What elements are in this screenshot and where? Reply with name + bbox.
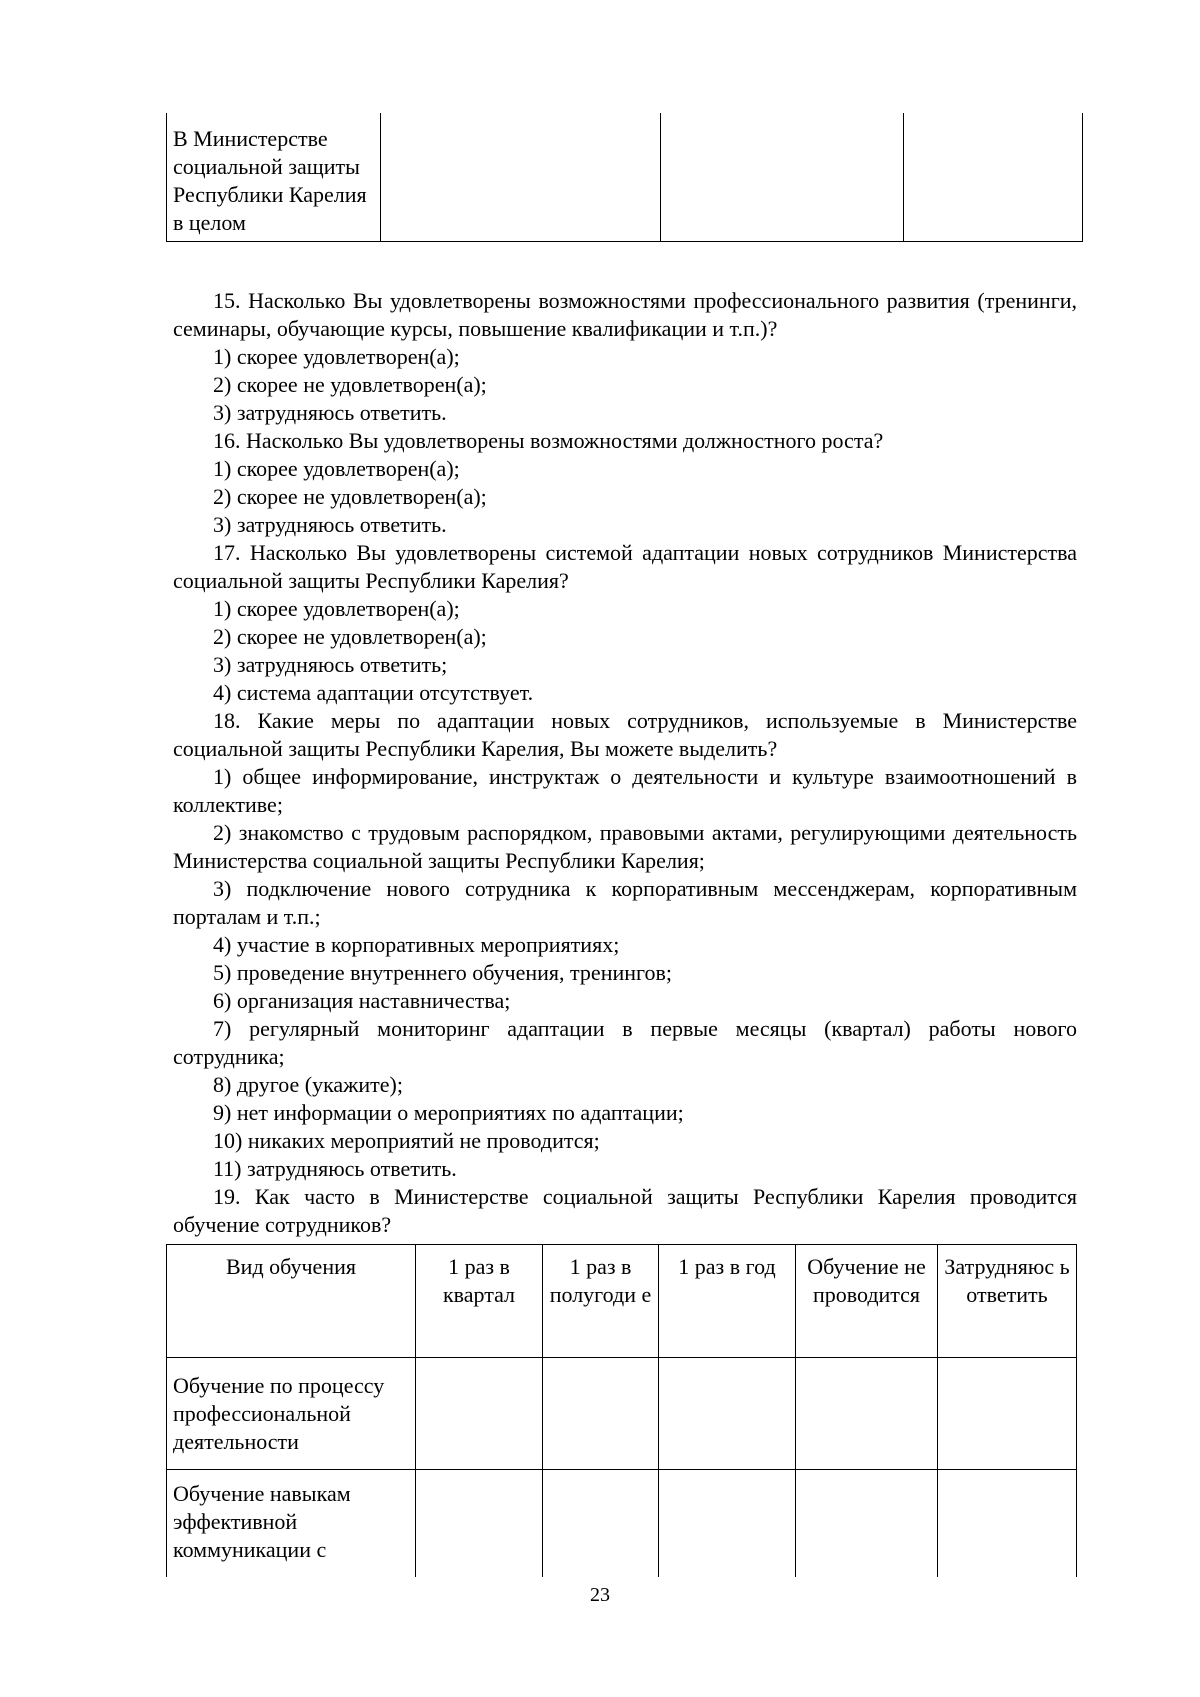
option: 2) знакомство с трудовым распорядком, правовыми актами, регулирующими деятельность Министерства социальной защиты Республики Карелия; xyxy=(173,820,1077,873)
option: 11) затрудняюсь ответить. xyxy=(213,1156,457,1181)
question-19: 19. Как часто в Министерстве социальной защиты Республики Карелия проводится обучение сотрудников? xyxy=(173,1184,1077,1237)
option: 8) другое (укажите); xyxy=(213,1072,403,1097)
questionnaire-text xyxy=(173,287,1077,1239)
option: 1) скорее удовлетворен(а); xyxy=(213,596,460,621)
option: 1) общее информирование, инструктаж о деятельности и культуре взаимоотношений в коллективе; xyxy=(173,764,1077,817)
table-cell xyxy=(661,113,904,242)
option: 3) подключение нового сотрудника к корпоративным мессенджерам, корпоративным порталам и т.п.; xyxy=(173,876,1077,929)
option: 4) система адаптации отсутствует. xyxy=(213,680,534,705)
column-header: 1 раз в полугоди е xyxy=(543,1245,659,1358)
table-cell xyxy=(938,1358,1077,1470)
table-row xyxy=(167,113,1083,242)
table-cell xyxy=(543,1358,659,1470)
option: 4) участие в корпоративных мероприятиях; xyxy=(213,932,620,957)
table-cell xyxy=(796,1470,938,1578)
table-cell xyxy=(796,1358,938,1470)
table-cell xyxy=(659,1470,796,1578)
option: 1) скорее удовлетворен(а); xyxy=(213,344,460,369)
question-15: 15. Насколько Вы удовлетворены возможностями профессионального развития (тренинги, семинары, обучающие курсы, повышение квалификации и т.п.)? xyxy=(173,288,1077,341)
column-header: 1 раз в квартал xyxy=(416,1245,543,1358)
table-cell xyxy=(659,1358,796,1470)
training-frequency-table xyxy=(166,1244,1077,1577)
question-16: 16. Насколько Вы удовлетворены возможностями должностного роста? xyxy=(213,428,884,453)
continued-table xyxy=(166,113,1083,242)
option: 9) нет информации о мероприятиях по адаптации; xyxy=(213,1100,684,1125)
column-header: 1 раз в год xyxy=(659,1245,796,1358)
column-header: Обучение не проводится xyxy=(796,1245,938,1358)
page-number: 23 xyxy=(590,1584,610,1606)
option: 6) организация наставничества; xyxy=(213,988,511,1013)
table-row xyxy=(167,1470,1077,1578)
option: 3) затрудняюсь ответить. xyxy=(213,400,447,425)
table-header-row xyxy=(167,1245,1077,1358)
column-header: Затрудняюс ь ответить xyxy=(938,1245,1077,1358)
table-row xyxy=(167,1358,1077,1470)
option: 2) скорее не удовлетворен(а); xyxy=(213,372,487,397)
option: 2) скорее не удовлетворен(а); xyxy=(213,484,487,509)
table-cell xyxy=(543,1470,659,1578)
option: 5) проведение внутреннего обучения, тренингов; xyxy=(213,960,672,985)
question-17: 17. Насколько Вы удовлетворены системой адаптации новых сотрудников Министерства социальной защиты Республики Карелия? xyxy=(173,540,1077,593)
row-label: Обучение навыкам эффективной коммуникации с xyxy=(167,1470,416,1578)
table-cell xyxy=(416,1470,543,1578)
option: 2) скорее не удовлетворен(а); xyxy=(213,624,487,649)
option: 3) затрудняюсь ответить; xyxy=(213,652,448,677)
column-header: Вид обучения xyxy=(167,1245,416,1358)
table-cell xyxy=(904,113,1083,242)
option: 1) скорее удовлетворен(а); xyxy=(213,456,460,481)
table-cell xyxy=(938,1470,1077,1578)
table-cell xyxy=(416,1358,543,1470)
row-label: Обучение по процессу профессиональной деятельности xyxy=(167,1358,416,1470)
table-cell xyxy=(381,113,661,242)
option: 3) затрудняюсь ответить. xyxy=(213,512,447,537)
option: 7) регулярный мониторинг адаптации в первые месяцы (квартал) работы нового сотрудника; xyxy=(173,1016,1077,1069)
option: 10) никаких мероприятий не проводится; xyxy=(213,1128,600,1153)
question-18: 18. Какие меры по адаптации новых сотрудников, используемые в Министерстве социальной защиты Республики Карелия, Вы можете выделить? xyxy=(173,708,1077,761)
table-cell: В Министерстве социальной защиты Республики Карелия в целом xyxy=(167,113,381,242)
